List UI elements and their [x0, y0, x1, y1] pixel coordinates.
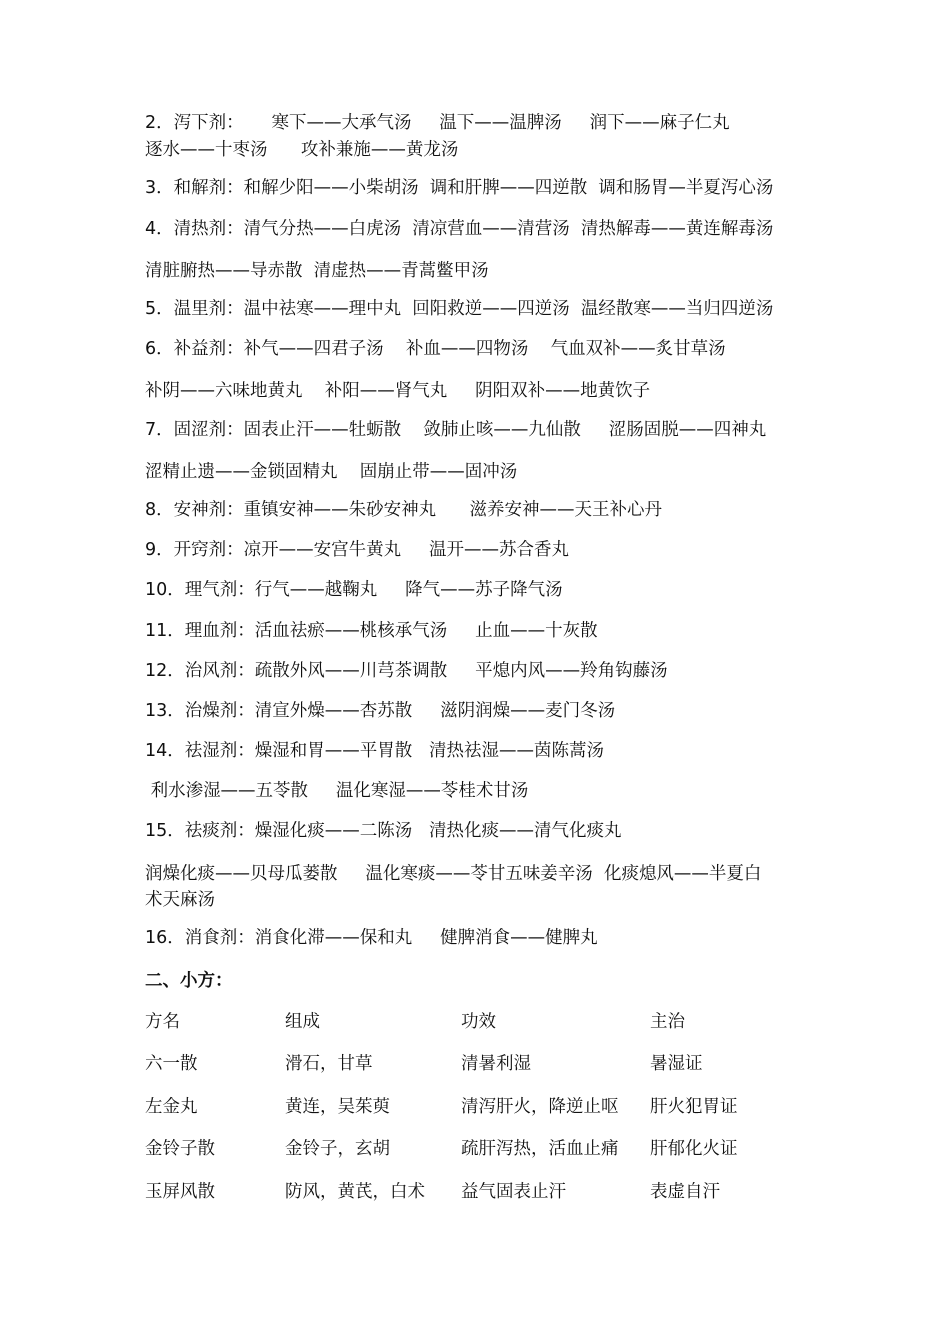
text-line: 2．泻下剂： 寒下——大承气汤 温下——温脾汤 润下——麻子仁丸 [145, 113, 730, 133]
text-line: 14．祛湿剂：燥湿和胃——平胃散 清热祛湿——茵陈蒿汤 [145, 741, 604, 761]
table-cell: 表虚自汗 [650, 1182, 720, 1202]
text-line: 利水渗湿——五苓散 温化寒湿——苓桂术甘汤 [145, 781, 529, 801]
text-line: 12．治风剂：疏散外风——川芎茶调散 平熄内风——羚角钩藤汤 [145, 661, 668, 681]
table-cell: 金铃子，玄胡 [285, 1139, 390, 1159]
text-line: 逐水——十枣汤 攻补兼施——黄龙汤 [145, 140, 459, 160]
text-line: 13．治燥剂：清宣外燥——杏苏散 滋阴润燥——麦门冬汤 [145, 701, 616, 721]
text-line: 8．安神剂：重镇安神——朱砂安神丸 滋养安神——天王补心丹 [145, 500, 663, 520]
table-cell: 清泻肝火，降逆止呕 [461, 1097, 619, 1117]
table-cell: 疏肝泻热，活血止痛 [461, 1139, 619, 1159]
table-cell: 防风，黄芪，白术 [285, 1182, 425, 1202]
text-line: 术天麻汤 [145, 890, 215, 910]
text-line: 4．清热剂：清气分热——白虎汤 清凉营血——清营汤 清热解毒——黄连解毒汤 [145, 219, 774, 239]
table-cell: 滑石，甘草 [285, 1054, 373, 1074]
text-line: 3．和解剂：和解少阳——小柴胡汤 调和肝脾——四逆散 调和肠胃—半夏泻心汤 [145, 178, 774, 198]
text-line: 9．开窍剂：凉开——安宫牛黄丸 温开——苏合香丸 [145, 540, 569, 560]
table-cell: 左金丸 [145, 1097, 198, 1117]
table-cell: 黄连，吴茱萸 [285, 1097, 390, 1117]
table-cell: 清暑利湿 [461, 1054, 531, 1074]
text-line: 6．补益剂：补气——四君子汤 补血——四物汤 气血双补——炙甘草汤 [145, 339, 726, 359]
table-cell: 六一散 [145, 1054, 198, 1074]
table-header-cell: 主治 [650, 1012, 685, 1032]
text-line: 16．消食剂：消食化滞——保和丸 健脾消食——健脾丸 [145, 928, 598, 948]
text-line: 7．固涩剂：固表止汗——牡蛎散 敛肺止咳——九仙散 涩肠固脱——四神丸 [145, 420, 767, 440]
text-line: 15．祛痰剂：燥湿化痰——二陈汤 清热化痰——清气化痰丸 [145, 821, 622, 841]
table-header-cell: 组成 [285, 1012, 320, 1032]
table-cell: 肝火犯胃证 [650, 1097, 738, 1117]
table-cell: 金铃子散 [145, 1139, 215, 1159]
text-line: 涩精止遗——金锁固精丸 固崩止带——固冲汤 [145, 462, 518, 482]
text-line: 5．温里剂：温中祛寒——理中丸 回阳救逆——四逆汤 温经散寒——当归四逆汤 [145, 299, 774, 319]
text-line: 补阴——六味地黄丸 补阳——肾气丸 阴阳双补——地黄饮子 [145, 381, 651, 401]
text-line: 润燥化痰——贝母瓜蒌散 温化寒痰——苓甘五味姜辛汤 化痰熄风——半夏白 [145, 864, 762, 884]
table-header-cell: 功效 [461, 1012, 496, 1032]
table-cell: 肝郁化火证 [650, 1139, 738, 1159]
text-line: 11．理血剂：活血祛瘀——桃核承气汤 止血——十灰散 [145, 621, 598, 641]
section-heading: 二、小方： [145, 971, 233, 991]
table-cell: 玉屏风散 [145, 1182, 215, 1202]
table-header-cell: 方名 [145, 1012, 180, 1032]
table-cell: 暑湿证 [650, 1054, 703, 1074]
table-cell: 益气固表止汗 [461, 1182, 566, 1202]
text-line: 清脏腑热——导赤散 清虚热——青蒿鳖甲汤 [145, 261, 489, 281]
text-line: 10．理气剂：行气——越鞠丸 降气——苏子降气汤 [145, 580, 563, 600]
